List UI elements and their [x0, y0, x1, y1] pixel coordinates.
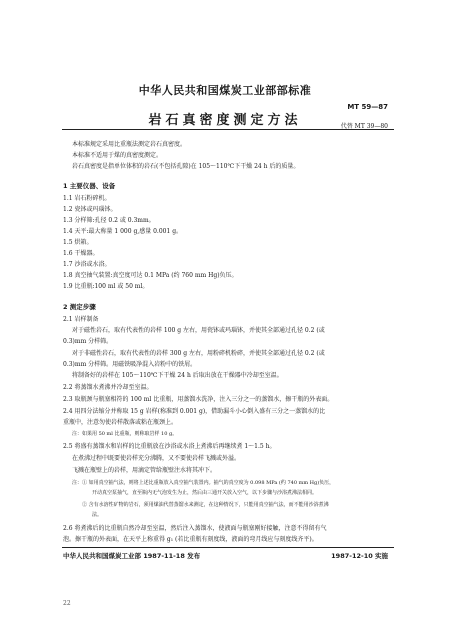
paragraph-line: 2.2 将蒸馏水煮沸并冷却至室温。 [63, 384, 153, 391]
list-item: 1.5 烘箱。 [63, 239, 93, 246]
subsection-title: 2.1 岩样制备 [63, 316, 99, 323]
list-item: 1.6 干燥器。 [63, 250, 99, 257]
note-line: 注：如果用 50 ml 比重瓶，则称取岩样 10 g。 [72, 431, 178, 437]
note-line: 开动真空泵抽气，直至瓶内无气泡发生为止，然后由三通开关放入空气，以下步骤与沙浴煮沸法相同。 [92, 490, 318, 496]
paragraph-line: 2.5 将盛有蒸馏水和岩样的比重瓶放在沙浴或水浴上煮沸后再继续煮 1～1.5 h。 [63, 443, 276, 450]
list-item: 1.3 分样筛:孔径 0.2 或 0.3mm。 [63, 217, 155, 224]
effective-date: 1987-12-10 实施 [331, 552, 388, 560]
paragraph-line: 2.6 将煮沸后的比重瓶自然冷却至室温，然后注入蒸馏水，使液面与瓶塞刚好接触，注意不得留有气 [63, 525, 327, 532]
intro-line: 本标准规定采用比重瓶法测定岩石真密度。 [72, 141, 187, 148]
list-item: 1.9 比重瓶:100 ml 或 50 ml。 [63, 283, 149, 290]
note-line: ② 含有水溶性矿物的岩石，须用煤油代替蒸馏水来测定，在这种情况下，只能用真空抽气法，而不能用沙浴煮沸 [82, 502, 329, 508]
list-item: 1.7 沙浴或水浴。 [63, 261, 111, 268]
page-number: 22 [63, 600, 71, 607]
footer-rule [62, 547, 394, 548]
list-item: 1.4 天平:最大称量 1 000 g,感量 0.001 g。 [63, 228, 183, 235]
intro-line: 本标准不适用于煤的真密度测定。 [72, 152, 163, 159]
section-heading: 1 主要仪器、设备 [63, 182, 116, 190]
note-line: 法。 [92, 512, 103, 518]
paragraph-line: 2.3 取瓶颈与瓶塞相符的 100 ml 比重瓶，用蒸馏水洗净，注入三分之一的蒸馏水，擦干瓶的外表面。 [63, 396, 334, 403]
paragraph-line: 将制备好的岩样在 105～110℃下干燥 24 h 后取出放在干燥器中冷却至室温。 [72, 372, 283, 379]
intro-line: 岩石真密度是指单位体积的岩石(不包括孔隙)在 105～110℃下干燥 24 h 后的质量。 [72, 163, 300, 170]
standard-code: MT 59—87 [347, 103, 388, 111]
paragraph-line: 飞溅在瓶壁上的岩样，用滴定管给瓶壁注水将其冲下。 [72, 467, 217, 474]
paragraph-line: 对于非磁性岩石，取有代表性的岩样 300 g 左右，用粉碎机粉碎，并使其全部通过孔径 0.2 (或 [72, 350, 325, 357]
issue-date: 中华人民共和国煤炭工业部 1987-11-18 发布 [63, 552, 201, 560]
section-heading: 2 测定步骤 [63, 303, 96, 311]
note-line: 注：① 如用真空抽气法，则将上述比重瓶放入真空抽气装置内。抽气的真空度为 0.098 MPa (约 740 mm Hg)负压， [72, 480, 335, 486]
list-item: 1.8 真空抽气装置:真空度可达 0.1 MPa (约 760 mm Hg)负压。 [63, 272, 238, 279]
paragraph-line: 0.3)mm 分样筛。用磁铁吸净混入岩粉中的铁屑。 [63, 361, 197, 368]
replaces-code: 代替 MT 39—80 [340, 123, 388, 130]
paragraph-line: 0.3)mm 分样筛。 [63, 338, 113, 345]
paragraph-line: 2.4 用四分法缩分并称取 15 g 岩样(称准到 0.001 g)，借助漏斗小心倒入盛有三分之一蒸馏水的比 [63, 408, 326, 415]
standard-org: 中华人民共和国煤炭工业部部标准 [138, 84, 312, 97]
header-rule [62, 129, 394, 130]
paragraph-line: 泡。擦干瓶的外表面，在天平上称重得 g₁ (若比重瓶有刻度线，液面的弯月线应与刻度线齐平)。 [63, 536, 318, 543]
paragraph-line: 在煮沸过程中既要使岩样充分沸腾，又不要使岩样飞溅或外溢。 [72, 455, 241, 462]
page-title: 岩石真密度测定方法 [148, 113, 302, 128]
paragraph-line: 重瓶中，注意勿使岩样散落或粘在瓶颈上。 [63, 419, 178, 426]
paragraph-line: 对于磁性岩石，取有代表性的岩样 100 g 左右，用瓷钵或玛瑙钵，并使其全部通过孔径 0.2 (或 [72, 327, 325, 334]
list-item: 1.1 岩石粉碎机。 [63, 195, 111, 202]
list-item: 1.2 瓷钵或玛瑙钵。 [63, 206, 117, 213]
